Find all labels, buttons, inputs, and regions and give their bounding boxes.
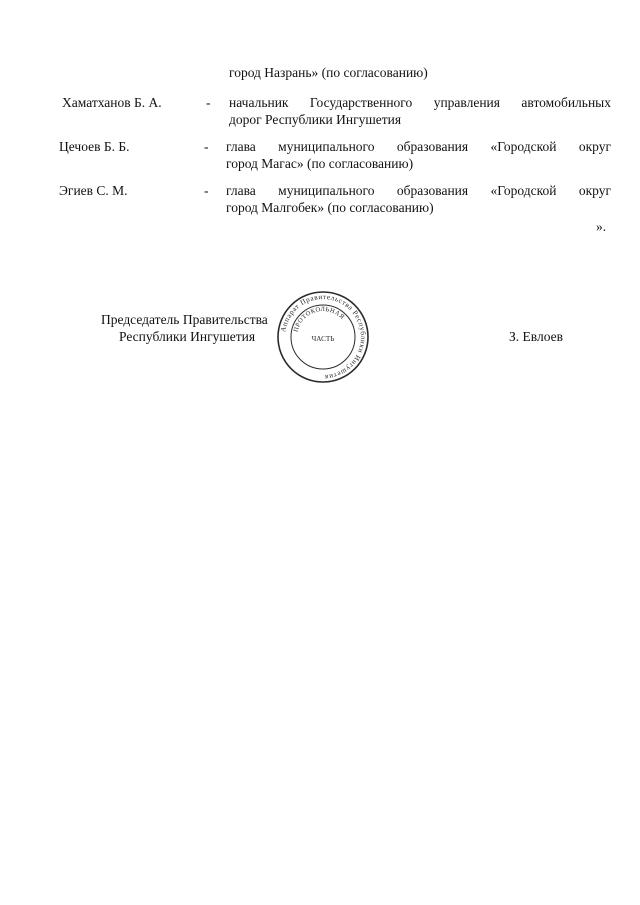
entry-desc-line: глава муниципального образования «Городской округ xyxy=(226,183,611,198)
seal-inner-text: ПРОТОКОЛЬНАЯ xyxy=(292,305,346,333)
signature-name: З. Евлоев xyxy=(509,329,563,344)
official-seal-stamp xyxy=(276,290,370,384)
entry-dash: - xyxy=(204,139,209,154)
entry-dash: - xyxy=(204,183,209,198)
entry-name-tsechoev: Цечоев Б. Б. xyxy=(59,139,130,154)
entry-desc-line: дорог Республики Ингушетия xyxy=(229,112,402,127)
signature-title-line2: Республики Ингушетия xyxy=(119,329,256,344)
seal-outer-text: Аппарат Правительства Республики Ингушетия xyxy=(279,292,368,382)
closing-quote-mark: ». xyxy=(596,219,607,234)
entry-desc-line: начальник Государственного управления автомобильных xyxy=(229,95,611,110)
entry-name-egiev: Эгиев С. М. xyxy=(59,183,128,198)
entry-name-khamatkhanov: Хаматханов Б. А. xyxy=(62,95,162,110)
seal-center-text: ЧАСТЬ xyxy=(311,335,335,343)
signature-title-line1: Председатель Правительства xyxy=(101,312,268,327)
entry-dash: - xyxy=(206,95,211,110)
top-continuation-line: город Назрань» (по согласованию) xyxy=(229,65,428,80)
entry-desc-line: город Магас» (по согласованию) xyxy=(226,156,414,171)
entry-desc-line: город Малгобек» (по согласованию) xyxy=(226,200,434,215)
seal-graphic xyxy=(276,290,370,384)
entry-desc-line: глава муниципального образования «Городской округ xyxy=(226,139,611,154)
